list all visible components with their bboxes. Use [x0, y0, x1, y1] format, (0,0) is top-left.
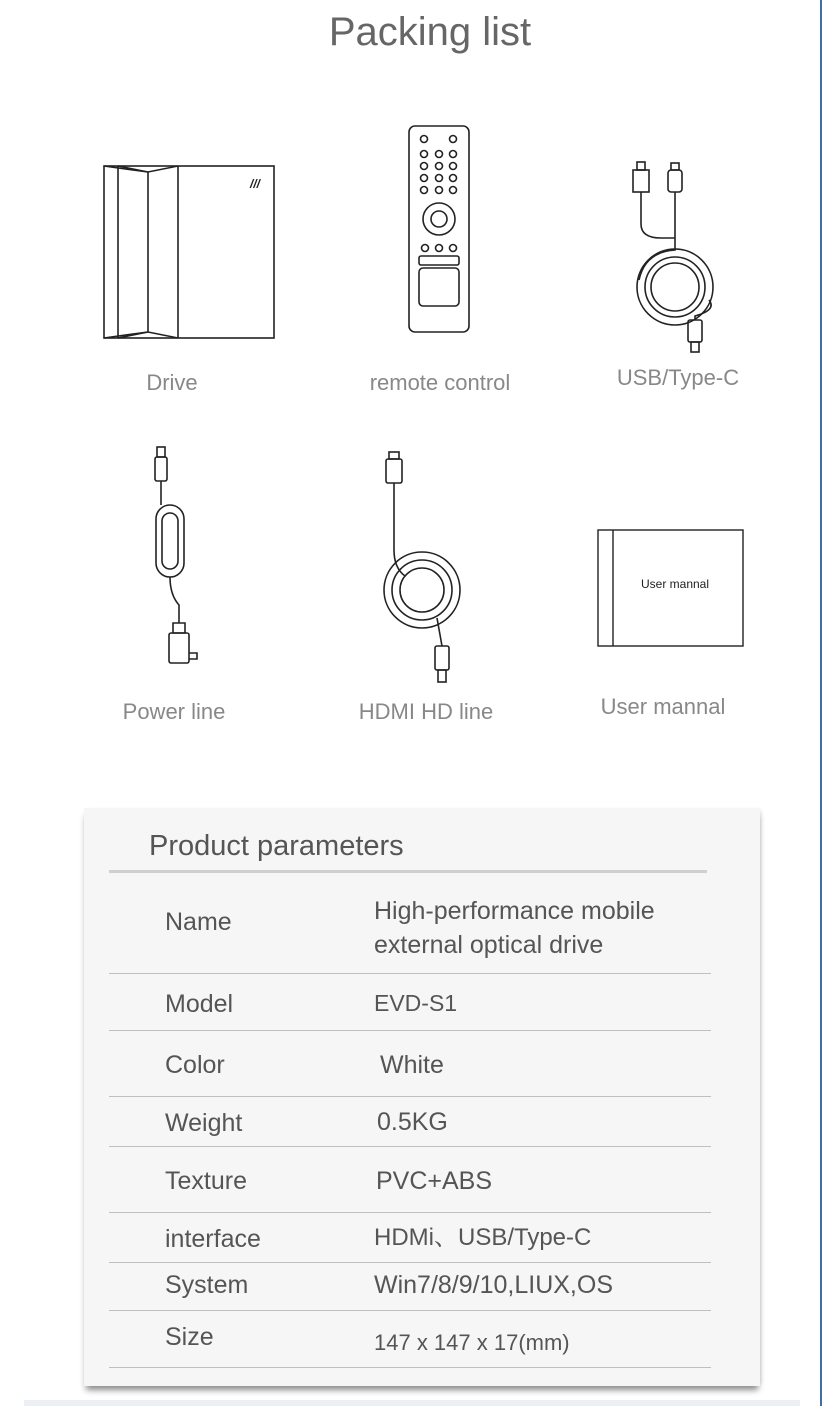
param-label: Size	[165, 1323, 214, 1351]
drive-logo-mark: ///	[250, 177, 261, 191]
right-edge-rule	[820, 0, 822, 1406]
power-adapter-icon	[145, 445, 215, 670]
item-caption: Drive	[146, 370, 198, 395]
param-row-color	[109, 1031, 711, 1097]
param-row-interface	[109, 1213, 711, 1263]
param-value: HDMi、USB/Type-C	[374, 1224, 592, 1251]
param-value: White	[380, 1051, 444, 1079]
product-parameters-card	[84, 808, 760, 1386]
param-row-model	[109, 974, 711, 1031]
hdmi-cable-icon	[375, 450, 475, 690]
param-label: Color	[165, 1051, 225, 1079]
param-value	[374, 894, 655, 962]
param-value-line: external optical drive	[374, 931, 604, 959]
param-row-system	[109, 1263, 711, 1311]
param-row-size	[109, 1311, 711, 1368]
param-label: System	[165, 1271, 249, 1299]
param-value: PVC+ABS	[376, 1167, 493, 1195]
param-label: interface	[165, 1225, 261, 1253]
param-row-weight	[109, 1097, 711, 1147]
usb-typec-cable-icon	[625, 160, 725, 360]
param-value: Win7/8/9/10,LIUX,OS	[374, 1271, 614, 1299]
param-label: Texture	[165, 1167, 247, 1195]
item-caption: USB/Type-C	[616, 365, 740, 390]
page-title: Packing list	[328, 10, 532, 54]
item-caption: HDMI HD line	[358, 699, 494, 724]
param-row-name	[109, 874, 711, 974]
item-caption: User mannal	[600, 694, 726, 719]
manual-cover-text: User mannal	[640, 577, 710, 591]
params-heading: Product parameters	[149, 830, 404, 862]
row-divider	[109, 1367, 711, 1368]
param-label: Model	[165, 990, 234, 1018]
param-row-texture	[109, 1147, 711, 1213]
user-manual-icon	[596, 527, 748, 651]
heading-divider	[109, 870, 707, 873]
optical-drive-icon	[100, 162, 280, 342]
param-value: 0.5KG	[377, 1108, 448, 1136]
item-caption: Power line	[122, 699, 226, 724]
bottom-band	[24, 1400, 800, 1406]
param-label: Name	[165, 908, 232, 936]
item-caption: remote control	[369, 370, 511, 395]
remote-control-icon	[405, 122, 475, 338]
param-value: EVD-S1	[374, 990, 458, 1016]
param-value: 147 x 147 x 17(mm)	[374, 1330, 570, 1355]
param-value-line: High-performance mobile	[374, 897, 655, 925]
param-label: Weight	[165, 1109, 243, 1137]
